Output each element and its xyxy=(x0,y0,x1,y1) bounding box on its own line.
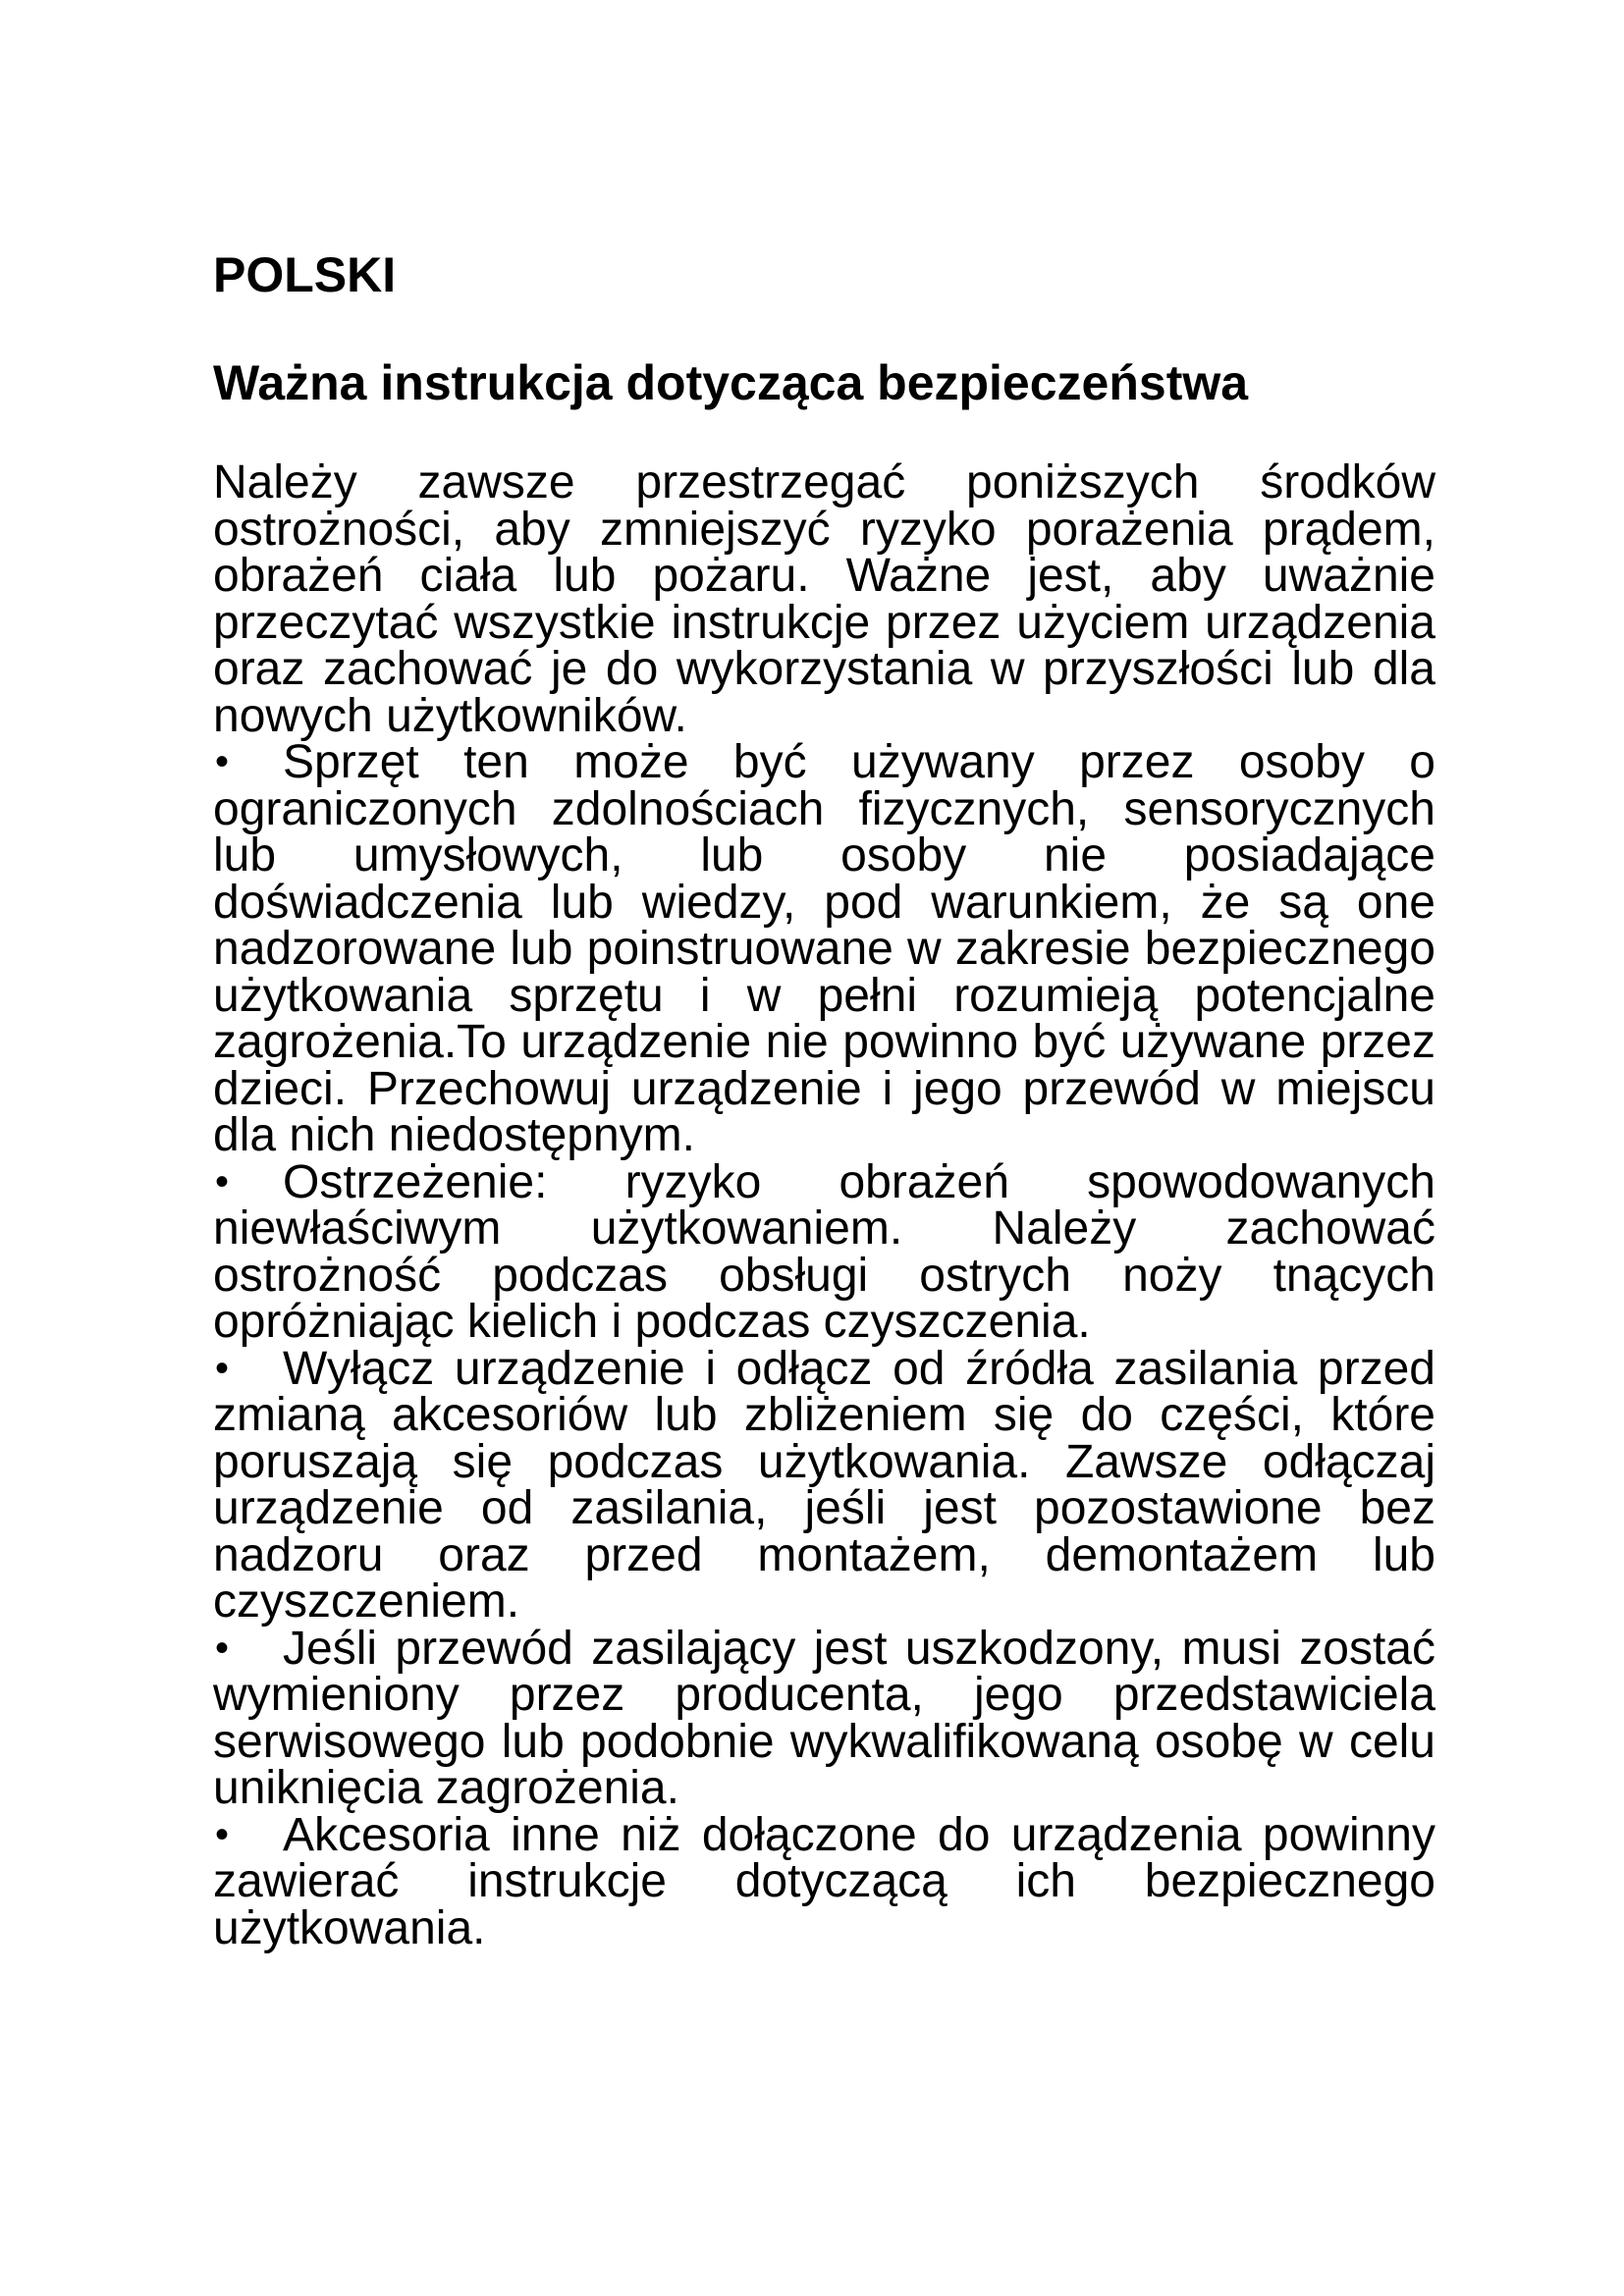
bullet-text: Sprzęt ten może być używany przez osoby o ograniczonych zdolnościach fizycznych, sensorycznych lub umysłowych, lub osoby nie posiadające doświadczenia lub wiedzy, pod warunkiem, że są one nadzorowane lub poinstruowane w zakresie bezpiecznego użytkowania sprzętu i w pełni rozumieją potencjalne zagrożenia.To urządzenie nie powinno być używane przez dzieci. Przechowuj urządzenie i jego przewód w miejscu dla nich niedostępnym. xyxy=(213,736,1435,1161)
bullet-icon: • xyxy=(215,1812,230,1856)
bullet-icon: • xyxy=(215,1346,230,1390)
bullet-text: Wyłącz urządzenie i odłącz od źródła zasilania przed zmianą akcesoriów lub zbliżeniem się do części, które poruszają się podczas użytkowania. Zawsze odłączaj urządzenie od zasilania, jeśli jest pozostawione bez nadzoru oraz przed montażem, demontażem lub czyszczeniem. xyxy=(213,1342,1435,1628)
bullet-icon: • xyxy=(215,1626,230,1670)
language-heading: POLSKI xyxy=(213,247,397,302)
safety-bullet-item xyxy=(213,1155,1435,1348)
document-page xyxy=(213,245,1435,1954)
bullet-icon: • xyxy=(215,740,230,783)
safety-bullet-item xyxy=(213,1342,1435,1628)
safety-bullet-item xyxy=(213,1808,1435,1954)
bullet-icon: • xyxy=(215,1159,230,1203)
bullet-text: Akcesoria inne niż dołączone do urządzenia powinny zawierać instrukcje dotyczącą ich bezpiecznego użytkowania. xyxy=(213,1808,1435,1954)
safety-bullet-list xyxy=(213,736,1435,1954)
intro-paragraph: Należy zawsze przestrzegać poniższych środków ostrożności, aby zmniejszyć ryzyko porażenia prądem, obrażeń ciała lub pożaru. Ważne jest, aby uważnie przeczytać wszystkie instrukcje przez użyciem urządzenia oraz zachować je do wykorzystania w przyszłości lub dla nowych użytkowników. xyxy=(213,456,1435,742)
section-title: Ważna instrukcja dotycząca bezpieczeństwa xyxy=(213,355,1249,410)
bullet-text: Ostrzeżenie: ryzyko obrażeń spowodowanych niewłaściwym użytkowaniem. Należy zachować ostrożność podczas obsługi ostrych noży tnących opróżniając kielich i podczas czyszczenia. xyxy=(213,1155,1435,1348)
bullet-text: Jeśli przewód zasilający jest uszkodzony, musi zostać wymieniony przez producenta, jego przedstawiciela serwisowego lub podobnie wykwalifikowaną osobę w celu uniknięcia zagrożenia. xyxy=(213,1622,1435,1814)
safety-bullet-item xyxy=(213,736,1435,1161)
safety-bullet-item xyxy=(213,1622,1435,1814)
